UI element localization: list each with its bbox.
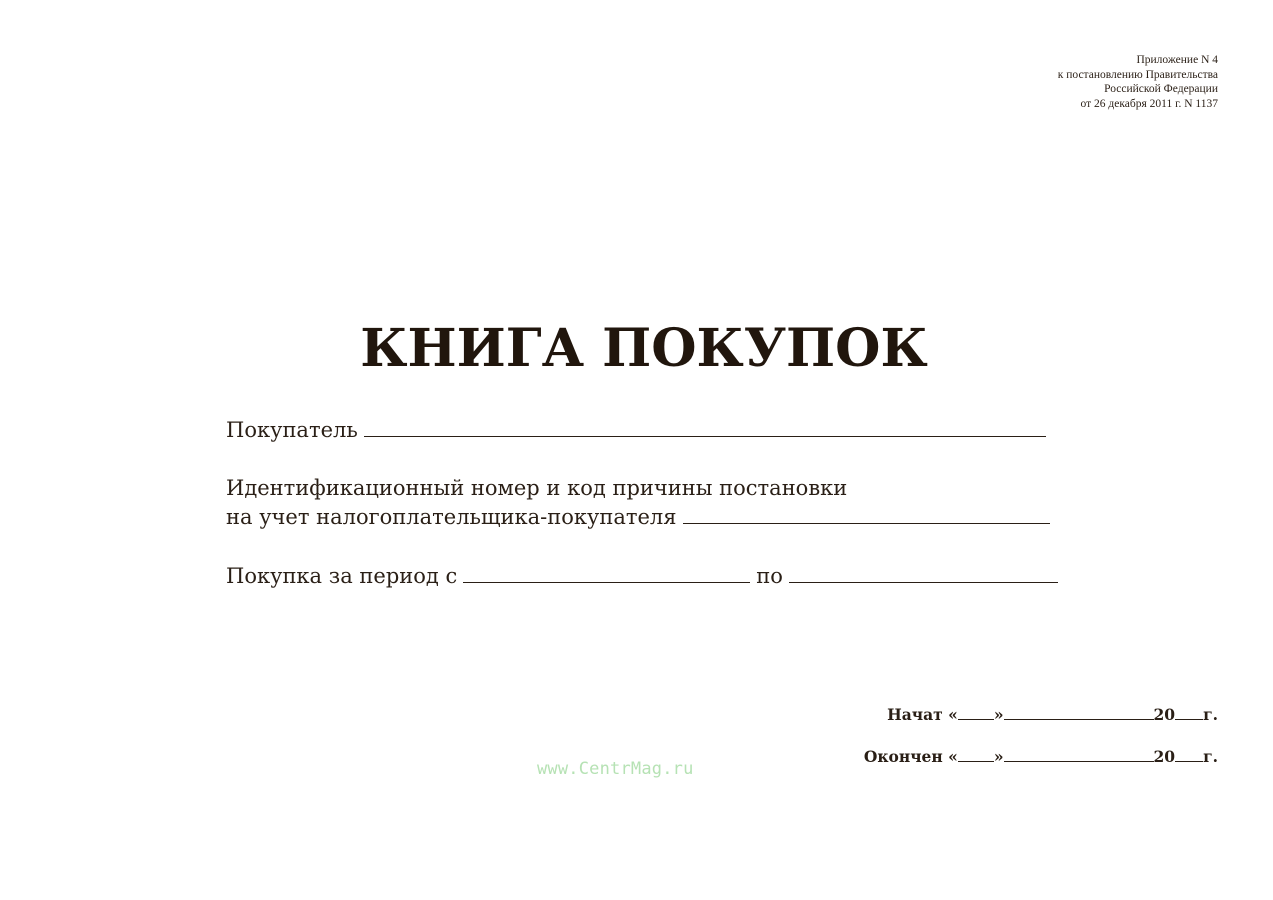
finished-year-prefix: 20 (1153, 747, 1176, 766)
watermark: www.CentrMag.ru (537, 759, 694, 779)
annex-reference (1058, 53, 1218, 111)
finished-year-blank[interactable] (1175, 748, 1203, 762)
started-year-prefix: 20 (1153, 705, 1176, 724)
annex-line-1: Приложение N 4 (1136, 54, 1218, 66)
buyer-label: Покупатель (226, 418, 358, 442)
inn-blank[interactable] (683, 505, 1050, 524)
started-month-blank[interactable] (1004, 706, 1154, 720)
started-year-blank[interactable] (1175, 706, 1203, 720)
started-row (887, 705, 1218, 725)
buyer-blank[interactable] (364, 418, 1046, 437)
finished-month-blank[interactable] (1004, 748, 1154, 762)
annex-line-4: от 26 декабря 2011 г. N 1137 (1080, 97, 1218, 110)
inn-row-2 (226, 503, 1050, 531)
inn-label-line-1: Идентификационный номер и код причины постановки (226, 476, 848, 500)
period-from-label: Покупка за период с (226, 564, 458, 588)
annex-line-2: к постановлению Правительства (1057, 68, 1218, 81)
started-close-quote: » (993, 705, 1004, 724)
started-label: Начат « (887, 705, 958, 724)
period-to-label: по (756, 564, 783, 588)
started-year-suffix: г. (1203, 705, 1218, 724)
period-row (226, 562, 1058, 590)
document-title: КНИГА ПОКУПОК (360, 318, 928, 379)
buyer-row (226, 416, 1046, 444)
started-day-blank[interactable] (958, 706, 994, 720)
finished-year-suffix: г. (1203, 747, 1218, 766)
finished-label: Окончен « (863, 747, 958, 766)
period-to-blank[interactable] (789, 564, 1058, 583)
annex-line-3: Российской Федерации (1104, 83, 1218, 95)
finished-day-blank[interactable] (958, 748, 994, 762)
inn-label-line-2: на учет налогоплательщика-покупателя (226, 505, 677, 529)
finished-close-quote: » (993, 747, 1004, 766)
finished-row (864, 747, 1218, 767)
inn-row-1 (226, 474, 847, 502)
period-from-blank[interactable] (463, 564, 750, 583)
